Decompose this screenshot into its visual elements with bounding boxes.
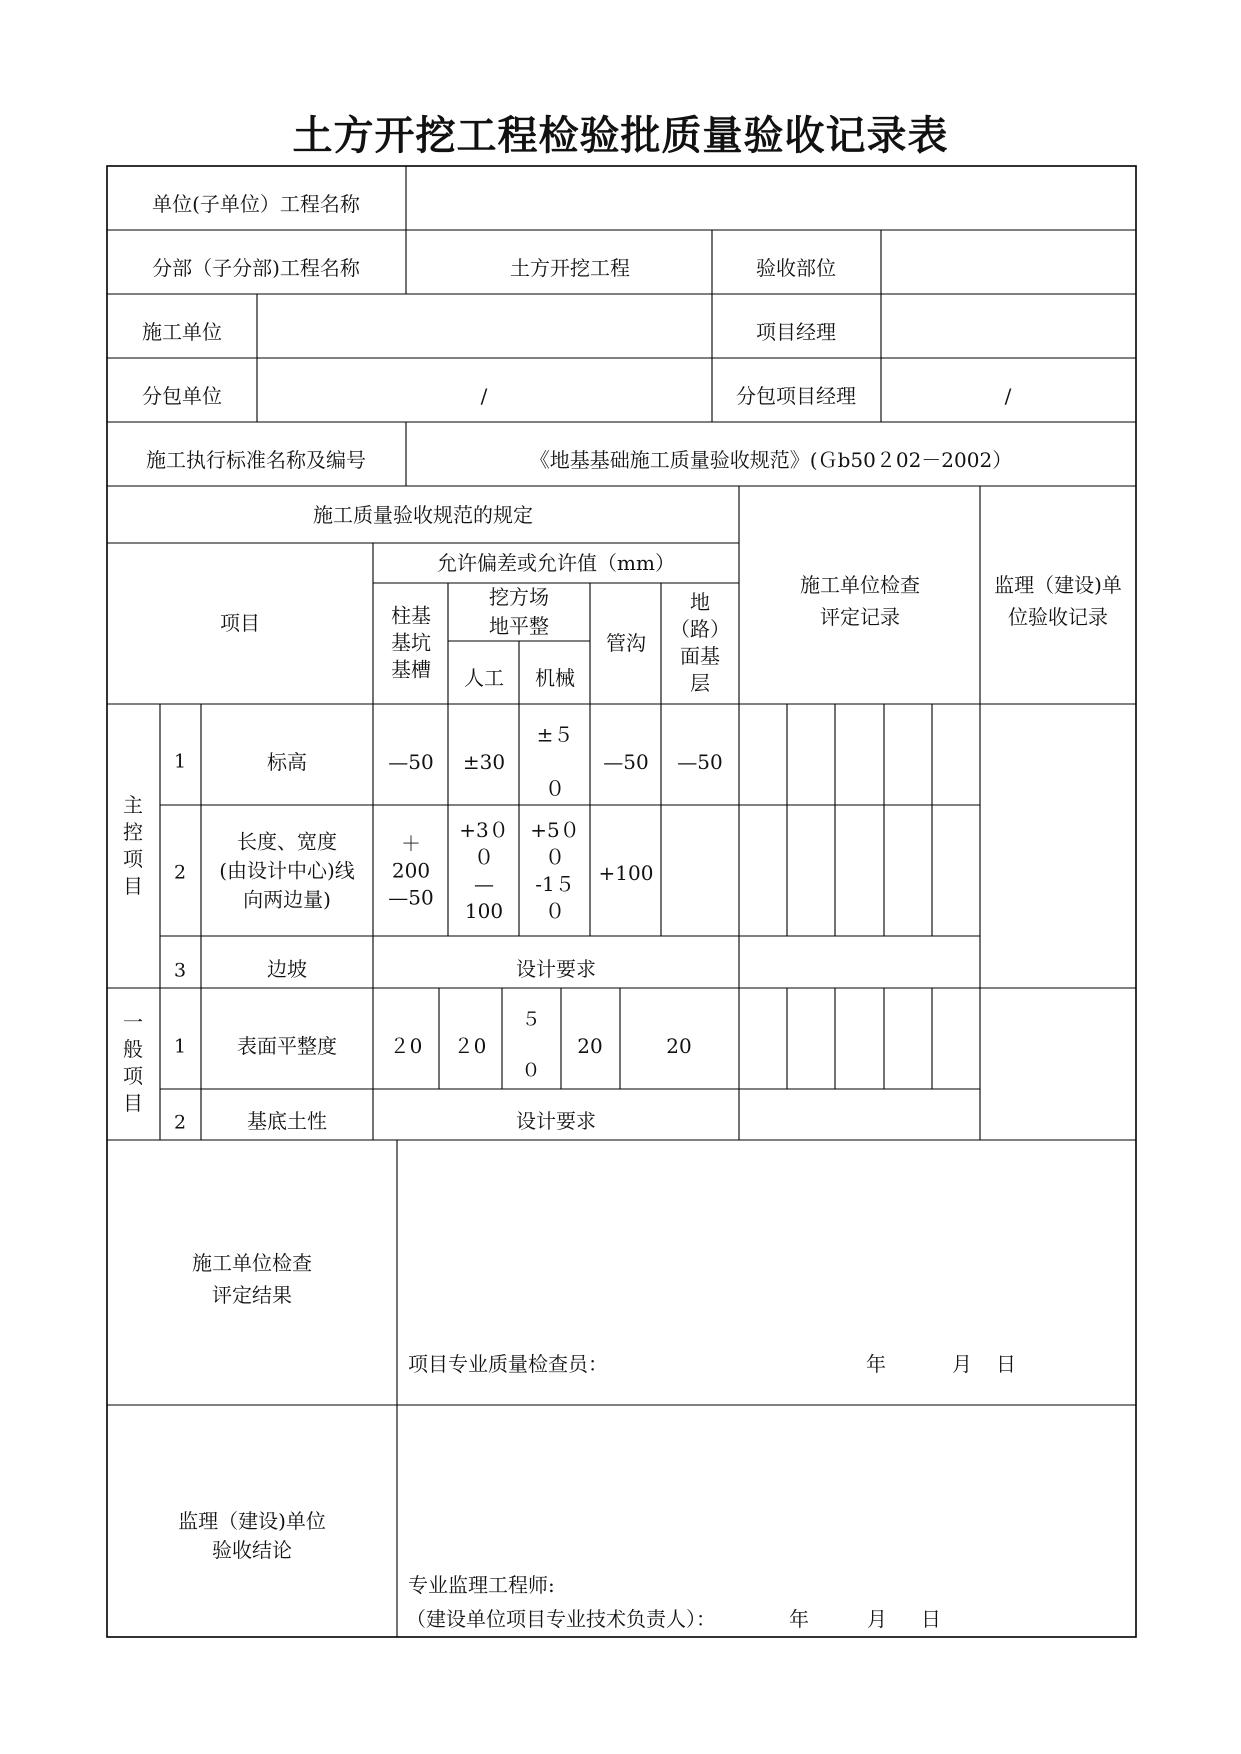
main-item-1-mechanical: ±５ ０ [536,722,574,801]
supervisor-record-column-header: 监理（建设)单 位验收记录 [994,573,1122,629]
road-base-column-header: 地 （路） 面基 层 [670,590,730,695]
contractor-check-column-header: 施工单位检查 评定记录 [800,573,920,629]
contractor-result-month: 月 [952,1352,972,1376]
general-items-group-label: 一 般 项 目 [123,1010,143,1115]
sub-project-name-field[interactable]: 土方开挖工程 [510,256,630,280]
standard-field[interactable]: 《地基基础施工质量验收规范》(Ｇb50２02－2002） [529,448,1013,472]
contractor-result-day: 日 [996,1352,1016,1376]
subcontractor-field[interactable]: / [480,384,488,408]
main-item-1-manual: ±30 [462,750,506,774]
sub-manager-field[interactable]: / [1004,384,1012,408]
general-item-2-requirement: 设计要求 [516,1109,596,1133]
general-item-2-no: 2 [173,1111,187,1134]
main-item-2-name: 长度、宽度 (由设计中心)线 向两边量) [219,829,355,912]
manual-column-header: 人工 [464,666,504,690]
main-item-2-pit: ＋ 200 —50 [388,831,434,910]
general-item-1-manual: ２0 [453,1034,487,1058]
main-item-2-ditch: +100 [598,861,654,885]
main-item-2-manual: +3０ ０ — 100 [459,818,509,923]
spec-heading: 施工质量验收规范的规定 [313,503,533,527]
supervisor-conclusion-label: 监理（建设)单位 验收结论 [178,1509,326,1562]
main-item-3-name: 边坡 [267,957,307,981]
site-leveling-column-header: 挖方场 地平整 [489,585,549,638]
main-items-group-label: 主 控 项 目 [123,793,143,898]
tolerance-heading: 允许偏差或允许值（mm） [437,551,675,575]
main-item-1-ditch: —50 [603,750,649,774]
main-item-1-no: 1 [173,750,187,773]
supervisor-conclusion-year: 年 [789,1607,809,1631]
contractor-result-label: 施工单位检查 评定结果 [192,1251,312,1307]
mechanical-column-header: 机械 [535,666,575,690]
standard-label: 施工执行标准名称及编号 [146,448,366,472]
main-item-1-road: —50 [677,750,723,774]
supervising-engineer-label: 专业监理工程师: [408,1573,555,1597]
main-item-3-no: 3 [173,959,187,982]
quality-inspector-label: 项目专业质量检查员： [408,1352,608,1376]
main-item-3-requirement: 设计要求 [516,957,596,981]
unit-project-name-label: 单位(子单位）工程名称 [152,192,360,216]
item-column-header: 项目 [220,611,260,635]
supervisor-conclusion-month: 月 [867,1607,887,1631]
page-title: 土方开挖工程检验批质量验收记录表 [292,113,949,159]
main-item-2-mechanical: +5０ ０ -1５ ０ [530,818,580,923]
contractor-label: 施工单位 [142,320,222,344]
general-item-1-ditch: 20 [577,1034,603,1058]
sub-manager-label: 分包项目经理 [736,384,856,408]
project-manager-label: 项目经理 [756,320,836,344]
main-item-2-no: 2 [173,861,187,884]
general-item-1-name: 表面平整度 [237,1034,337,1058]
general-item-1-mechanical: ５ ０ [521,1008,541,1082]
acceptance-part-label: 验收部位 [756,256,836,280]
ditch-column-header: 管沟 [606,631,646,655]
subcontractor-label: 分包单位 [142,384,222,408]
main-item-1-pit: —50 [388,750,434,774]
general-item-2-name: 基底土性 [247,1109,327,1133]
sub-project-name-label: 分部（子分部)工程名称 [152,256,360,280]
contractor-result-year: 年 [866,1352,886,1376]
general-item-1-no: 1 [173,1035,187,1058]
pit-column-header: 柱基 基坑 基槽 [391,603,431,682]
main-item-1-name: 标高 [267,750,307,774]
general-item-1-road: 20 [666,1034,692,1058]
supervisor-conclusion-day: 日 [921,1607,941,1631]
owner-representative-label: （建设单位项目专业技术负责人）： [406,1607,716,1631]
general-item-1-pit: ２0 [389,1034,423,1058]
